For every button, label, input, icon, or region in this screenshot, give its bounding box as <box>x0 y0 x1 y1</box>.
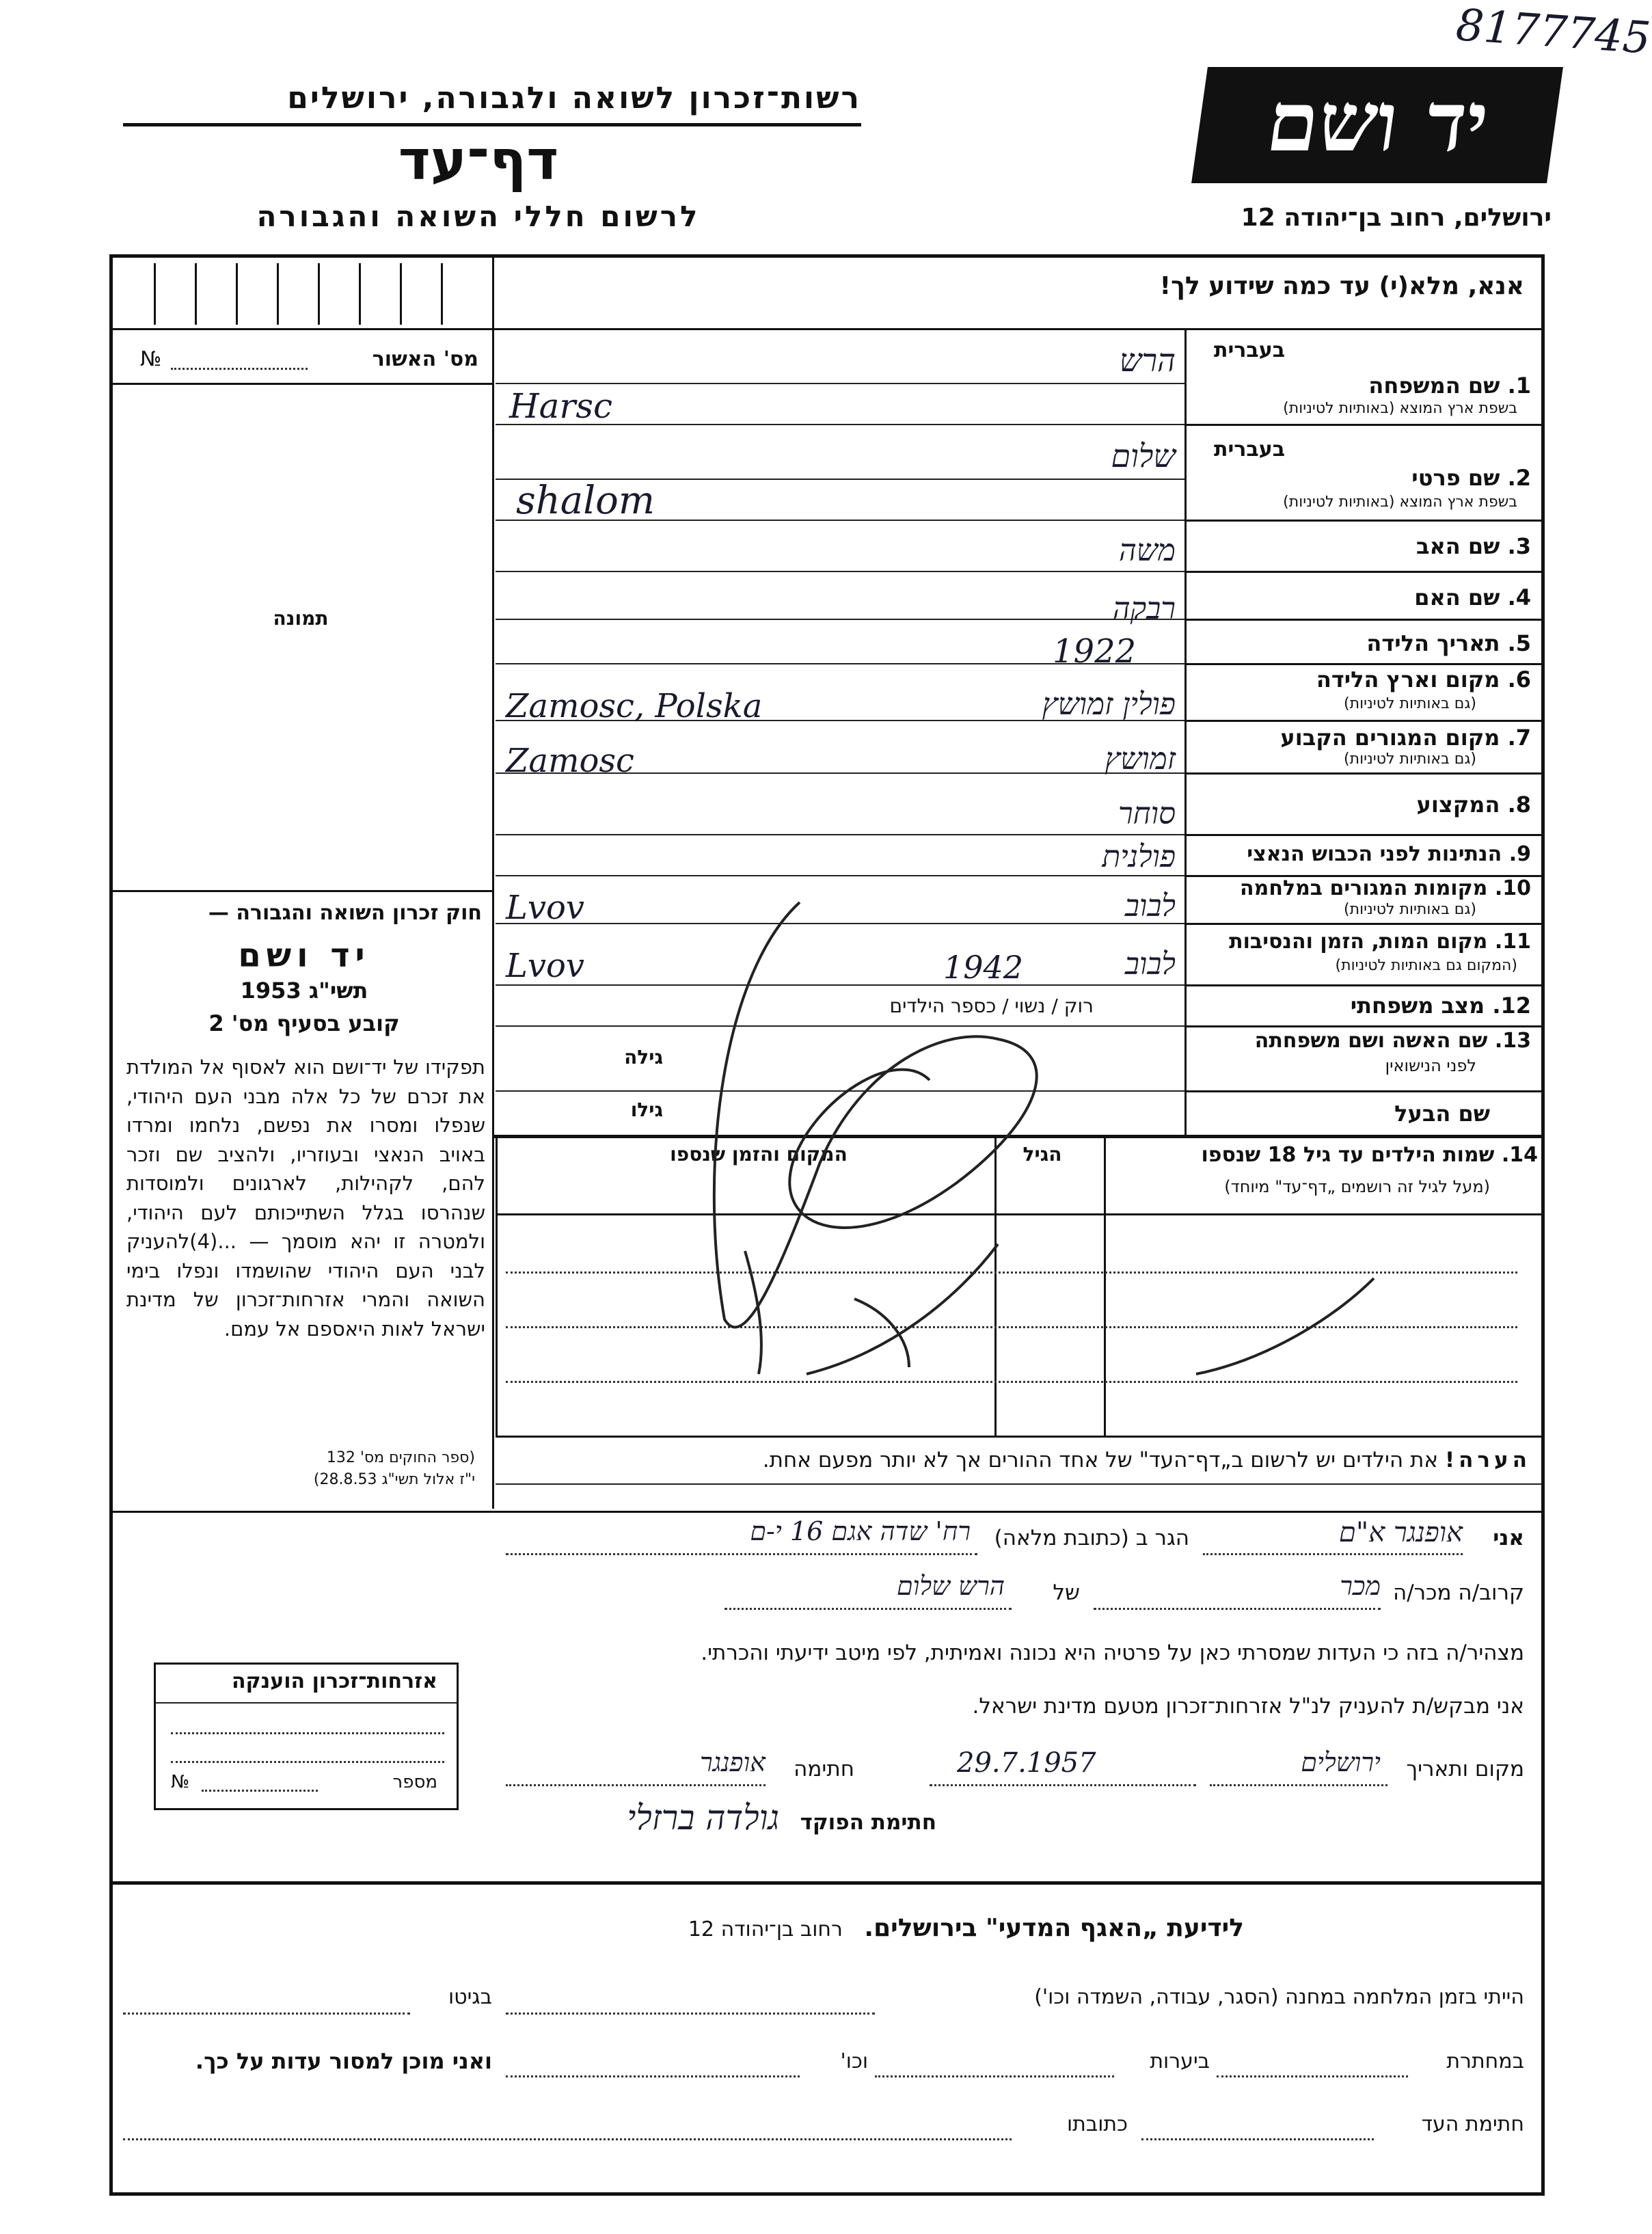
field-12-options: רוק / נשוי / כספר הילדים <box>889 995 1094 1017</box>
field-13-num: 13. <box>1494 1029 1531 1053</box>
field-4-text: שם האם <box>1414 584 1500 610</box>
note-label: הערה! <box>1444 1448 1531 1472</box>
bottom-witness-sig: חתימת העד <box>1421 2112 1524 2136</box>
archive-number: 8177745 <box>1454 0 1652 64</box>
field-9-num: 9. <box>1508 842 1531 866</box>
law-title: חוק זכרון השואה והגבורה — <box>208 901 482 925</box>
field-1-num: 1. <box>1507 373 1531 399</box>
field-3-value: משה <box>1118 533 1176 568</box>
field-13-age-label: גילה <box>624 1046 663 1068</box>
decl-date-value: 29.7.1957 <box>957 1747 1096 1779</box>
citizenship-num-mark: № <box>171 1772 190 1792</box>
photo-label: תמונה <box>273 607 329 630</box>
field-3-num: 3. <box>1507 533 1531 559</box>
law-ref-2: י"ז אלול תשי"ג 28.8.53) <box>313 1471 475 1488</box>
field-9-text: הנתינות לפני הכבוש הנאצי <box>1247 842 1502 866</box>
decl-officer-signature: גולדה ברזלי <box>627 1798 779 1838</box>
bottom-ghetto: בגיטו <box>448 1985 492 2009</box>
field-6-value: פולין זמושץ <box>1042 687 1176 722</box>
field-6-value-lat: Zamosc, Polska <box>506 687 763 725</box>
law-body: תפקידו של יד־ושם הוא לאסוף אל המולדת את זכרם של כל אלה מבני העם היהודי, שנפלו ומסרו את נפשם, נלחמו ומרדו באויב הנאצי ובעוזריו, ולהציב שם וזכר להם, לקהילות, לארגונים ולמוסדות שנהרסו בגלל השתייכותם לעם היהודי, ולמטרה זו יהא מוסמך — ...(4)להעניק לבני העם היהודי שהושמדו ונפלו בימי השואה והמרי אזרחות־זכרון של מדינת ישראל לאות היאספם אל עמם. <box>126 1055 485 1341</box>
field-7-value: זמושץ <box>1105 742 1176 777</box>
bottom-address: רחוב בן־יהודה 12 <box>688 1917 843 1941</box>
intro-text: אנא, מלא(י) עד כמה שידוע לך! <box>1159 272 1524 300</box>
field-6-sub: (גם באותיות לטיניות) <box>1344 695 1476 712</box>
citizenship-title: אזרחות־זכרון הוענקה <box>231 1669 437 1693</box>
field-10-num: 10. <box>1494 876 1531 900</box>
children-text: שמות הילדים עד גיל 18 שנספו <box>1201 1143 1495 1167</box>
decl-i-value: אופנגר א"ם <box>1338 1517 1463 1548</box>
note-text: את הילדים יש לרשום ב„דף־העד" של אחד ההורים אך לא יותר מפעם אחת. <box>762 1448 1439 1472</box>
field-9-value: פולנית <box>1102 839 1176 874</box>
field-11-sub: (המקום גם באותיות לטיניות) <box>1335 957 1517 974</box>
address: ירושלים, רחוב בן־יהודה 12 <box>1241 204 1552 232</box>
decl-i-label: אני <box>1493 1526 1524 1550</box>
field-12-text: מצב משפחתי <box>1350 993 1485 1019</box>
decl-place-value: ירושלים <box>1301 1747 1381 1777</box>
law-section: קובע בסעיף מס' 2 <box>208 1010 400 1036</box>
children-col-place: המקום והזמן שנספו <box>670 1143 848 1166</box>
children-sub: (מעל לגיל זה רושמים „דף־עד" מיוחד) <box>1224 1177 1490 1196</box>
field-8-value: סוחר <box>1118 796 1176 831</box>
citizenship-num-label: מספר <box>392 1772 437 1792</box>
field-11-value-lat: Lvov <box>506 947 585 985</box>
page-subtitle: לרשום חללי השואה והגבורה <box>256 200 701 233</box>
field-1-text: שם המשפחה <box>1368 373 1500 399</box>
field-1-value-heb: הרש <box>1119 342 1176 379</box>
law-name: יד ושם <box>238 937 370 975</box>
logo-text: יד ושם <box>1260 74 1495 170</box>
field-2-value-lat: shalom <box>516 479 655 523</box>
field-10-sub: (גם באותיות לטיניות) <box>1344 901 1476 918</box>
decl-line-3: מצהיר/ה בזה כי העדות שמסרתי כאן על פרטיה היא נכונה ואמיתית, לפי מיטב ידיעתי והכרתי. <box>701 1641 1524 1665</box>
field-1-sub: בשפת ארץ המוצא (באותיות לטיניות) <box>1283 400 1517 417</box>
children-num: 14. <box>1501 1143 1538 1167</box>
decl-place-date-label: מקום ותאריך <box>1406 1757 1524 1781</box>
field-12-num: 12. <box>1492 993 1531 1019</box>
decl-signature-label: חתימה <box>794 1757 854 1781</box>
field-13-sub: לפני הנישואין <box>1385 1056 1476 1075</box>
field-7-num: 7. <box>1507 725 1531 751</box>
decl-line-4: אני מבקש/ת להעניק לנ"ל אזרחות־זכרון מטעם מדינת ישראל. <box>972 1694 1524 1719</box>
field-11-year: 1942 <box>943 949 1024 986</box>
bottom-address-label: כתובתו <box>1067 2112 1128 2136</box>
children-col-age: הגיל <box>1023 1143 1062 1166</box>
field-6-num: 6. <box>1507 667 1531 692</box>
law-year: תשי"ג 1953 <box>240 978 368 1004</box>
bottom-willing: ואני מוכן למסור עדות על כך. <box>195 2048 492 2074</box>
field-1-value-lat: Harsc <box>509 386 612 426</box>
husband-label: שם הבעל <box>1394 1101 1490 1127</box>
bottom-etc: וכו' <box>840 2049 868 2073</box>
decl-relative-label: קרוב/ה מכר/ה <box>1392 1580 1524 1605</box>
field-2-text: שם פרטי <box>1411 465 1500 491</box>
page-title: דף־עד <box>398 129 559 192</box>
field-8-num: 8. <box>1507 792 1531 818</box>
decl-of-value: הרש שלום <box>896 1571 1005 1601</box>
field-5-value: 1922 <box>1053 632 1137 671</box>
approval-label: מס' האשור <box>372 347 478 371</box>
bottom-line-1: הייתי בזמן המלחמה במחנה (הסגר, עבודה, השמדה וכו') <box>1034 1985 1524 2009</box>
decl-signature-value: אופנגר <box>699 1747 766 1777</box>
decl-relative-value: מכר <box>1340 1571 1381 1601</box>
field-3-text: שם האב <box>1416 533 1500 559</box>
field-1-heb-tag: בעברית <box>1214 338 1285 362</box>
field-2-value-heb: שלום <box>1111 438 1176 474</box>
bottom-underground: במחתרת <box>1446 2049 1524 2073</box>
bottom-heading: לידיעת „האגף המדעי" בירושלים. <box>864 1914 1244 1942</box>
authority-line: רשות־זכרון לשואה ולגבורה, ירושלים <box>287 81 861 116</box>
approval-no-mark: № <box>140 347 162 371</box>
field-2-sub: בשפת ארץ המוצא (באותיות לטיניות) <box>1283 494 1517 511</box>
field-5-text: תאריך הלידה <box>1366 630 1500 656</box>
field-10-text: מקומות המגורים במלחמה <box>1240 876 1488 900</box>
field-10-value-lat: Lvov <box>506 889 585 927</box>
law-ref-1: (ספר החוקים מס' 132 <box>326 1449 475 1466</box>
decl-resides-value: רח' שדה אגם 16 י-ם <box>750 1516 971 1546</box>
husband-age-label: גילו <box>630 1099 663 1121</box>
field-4-num: 4. <box>1507 584 1531 610</box>
decl-of-label: של <box>1053 1580 1080 1605</box>
field-11-text: מקום המות, הזמן והנסיבות <box>1229 930 1488 954</box>
field-4-value: רבקה <box>1112 591 1176 626</box>
field-2-heb-tag: בעברית <box>1214 438 1285 461</box>
decl-officer-label: חתימת הפוקד <box>800 1810 936 1835</box>
field-13-text: שם האשה ושם משפחתה <box>1254 1029 1488 1053</box>
field-7-value-lat: Zamosc <box>506 742 634 780</box>
decl-resides-label: הגר ב (כתובת מלאה) <box>994 1526 1189 1550</box>
field-5-num: 5. <box>1507 630 1531 656</box>
field-7-text: מקום המגורים הקבוע <box>1280 725 1500 751</box>
field-7-sub: (גם באותיות לטיניות) <box>1344 751 1476 768</box>
bottom-forests: ביערות <box>1150 2049 1210 2073</box>
field-8-text: המקצוע <box>1416 792 1500 818</box>
field-11-num: 11. <box>1494 930 1531 954</box>
field-11-value: לבוב <box>1124 947 1176 982</box>
field-2-num: 2. <box>1507 465 1531 491</box>
field-6-text: מקום וארץ הלידה <box>1316 667 1500 692</box>
field-10-value: לבוב <box>1124 889 1176 924</box>
